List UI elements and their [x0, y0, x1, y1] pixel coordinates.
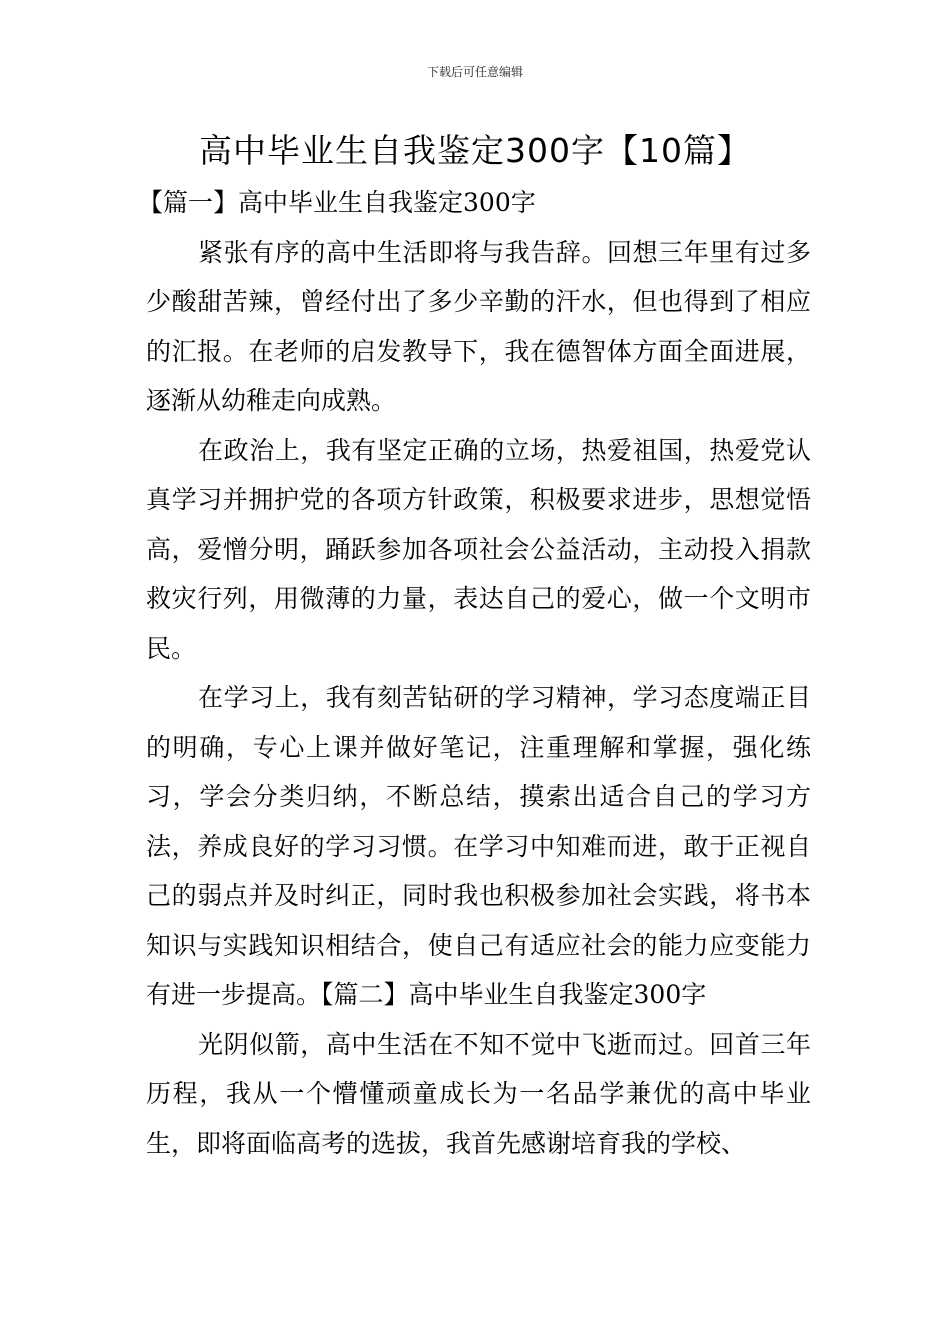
paragraph-text: 在学习上，我有刻苦钻研的学习精神，学习态度端正目的明确，专心上课并做好笔记，注重理解和掌握，强化练习，学会分类归纳，不断总结，摸索出适合自己的学习方法，养成良好的学习习惯。在学习中知难而进，敢于正视自己的弱点并及时纠正，同时我也积极参加社会实践，将书本知识与实践知识相结合，使自己有适应社会的能力应变能力有进一步提高。: [146, 683, 811, 1009]
paragraph: [146, 673, 811, 1020]
document-title: 高中毕业生自我鉴定300字【10篇】: [199, 131, 751, 170]
paragraph: 光阴似箭，高中生活在不知不觉中飞逝而过。回首三年历程，我从一个懵懂顽童成长为一名品学兼优的高中毕业生，即将面临高考的选拔，我首先感谢培育我的学校、: [146, 1029, 811, 1158]
paragraph: 在政治上，我有坚定正确的立场，热爱祖国，热爱党认真学习并拥护党的各项方针政策，积极要求进步，思想觉悟高，爱憎分明，踊跃参加各项社会公益活动，主动投入捐款救灾行列，用微薄的力量，表达自己的爱心，做一个文明市民。: [146, 435, 811, 663]
section-heading-1: 【篇一】高中毕业生自我鉴定300字: [138, 188, 536, 217]
header-note: 下载后可任意编辑: [426, 65, 523, 79]
section-heading-2: 【篇二】高中毕业生自我鉴定300字: [321, 980, 707, 1009]
document-body: [138, 178, 811, 1168]
paragraph: 紧张有序的高中生活即将与我告辞。回想三年里有过多少酸甜苦辣，曾经付出了多少辛勤的汗水，但也得到了相应的汇报。在老师的启发教导下，我在德智体方面全面进展，逐渐从幼稚走向成熟。: [146, 237, 811, 415]
